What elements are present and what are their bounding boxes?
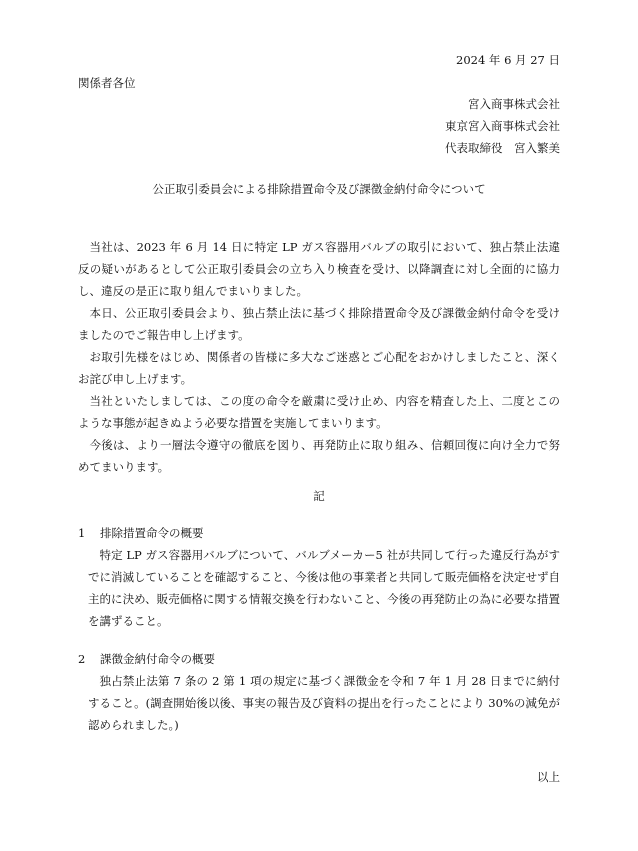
closing-text: 以上 [537, 770, 560, 784]
section-2-text: 独占禁止法第 7 条の 2 第 1 項の規定に基づく課徴金を令和 7 年 1 月 28 日までに納付すること。(調査開始後以後、事実の報告及び資料の提出を行ったことにより 30%の減免が認められました。) [88, 674, 560, 732]
body-paragraph-1: 当社は、2023 年 6 月 14 日に特定 LP ガス容器用バルブの取引において、独占禁止法違反の疑いがあるとして公正取引委員会の立ち入り検査を受け、以降調査に対し全面的に協力し、違反の是正に取り組んでまいりました。 [78, 240, 560, 298]
section-1-number: 1 [78, 526, 86, 540]
section-2-heading [78, 648, 560, 670]
ki-heading: 記 [313, 489, 325, 503]
document-date: 2024 年 6 月 27 日 [456, 53, 560, 67]
body-paragraph-2: 本日、公正取引委員会より、独占禁止法に基づく排除措置命令及び課徴金納付命令を受けましたのでご報告申し上げます。 [78, 306, 560, 342]
section-1 [78, 522, 560, 632]
body-paragraph-3: お取引先様をはじめ、関係者の皆様に多大なご迷惑とご心配をおかけしましたこと、深くお詫び申し上げます。 [78, 350, 560, 386]
company-name-1: 宮入商事株式会社 [468, 97, 560, 111]
signer: 代表取締役 宮入繁美 [445, 141, 560, 155]
body-text [78, 236, 560, 478]
company-name-2: 東京宮入商事株式会社 [445, 119, 560, 133]
section-2-title: 課徴金納付命令の概要 [100, 652, 215, 666]
body-paragraph-4: 当社といたしましては、この度の命令を厳粛に受け止め、内容を精査した上、二度とこのような事態が起きぬよう必要な措置を実施してまいります。 [78, 394, 560, 430]
body-paragraph-5: 今後は、より一層法令遵守の徹底を図り、再発防止に取り組み、信頼回復に向け全力で努めてまいります。 [78, 438, 560, 474]
section-2-number: 2 [78, 652, 86, 666]
document-title: 公正取引委員会による排除措置命令及び課徴金納付命令について [152, 182, 486, 196]
addressee: 関係者各位 [78, 76, 136, 90]
section-2 [78, 648, 560, 736]
section-1-text: 特定 LP ガス容器用バルブについて、バルブメーカー5 社が共同して行った違反行為がすでに消滅していることを確認すること、今後は他の事業者と共同して販売価格を決定せず自主的に決め、販売価格に関する情報交換を行わないこと、今後の再発防止の為に必要な措置を講ずること。 [88, 548, 560, 628]
section-1-title: 排除措置命令の概要 [100, 526, 204, 540]
section-1-heading [78, 522, 560, 544]
